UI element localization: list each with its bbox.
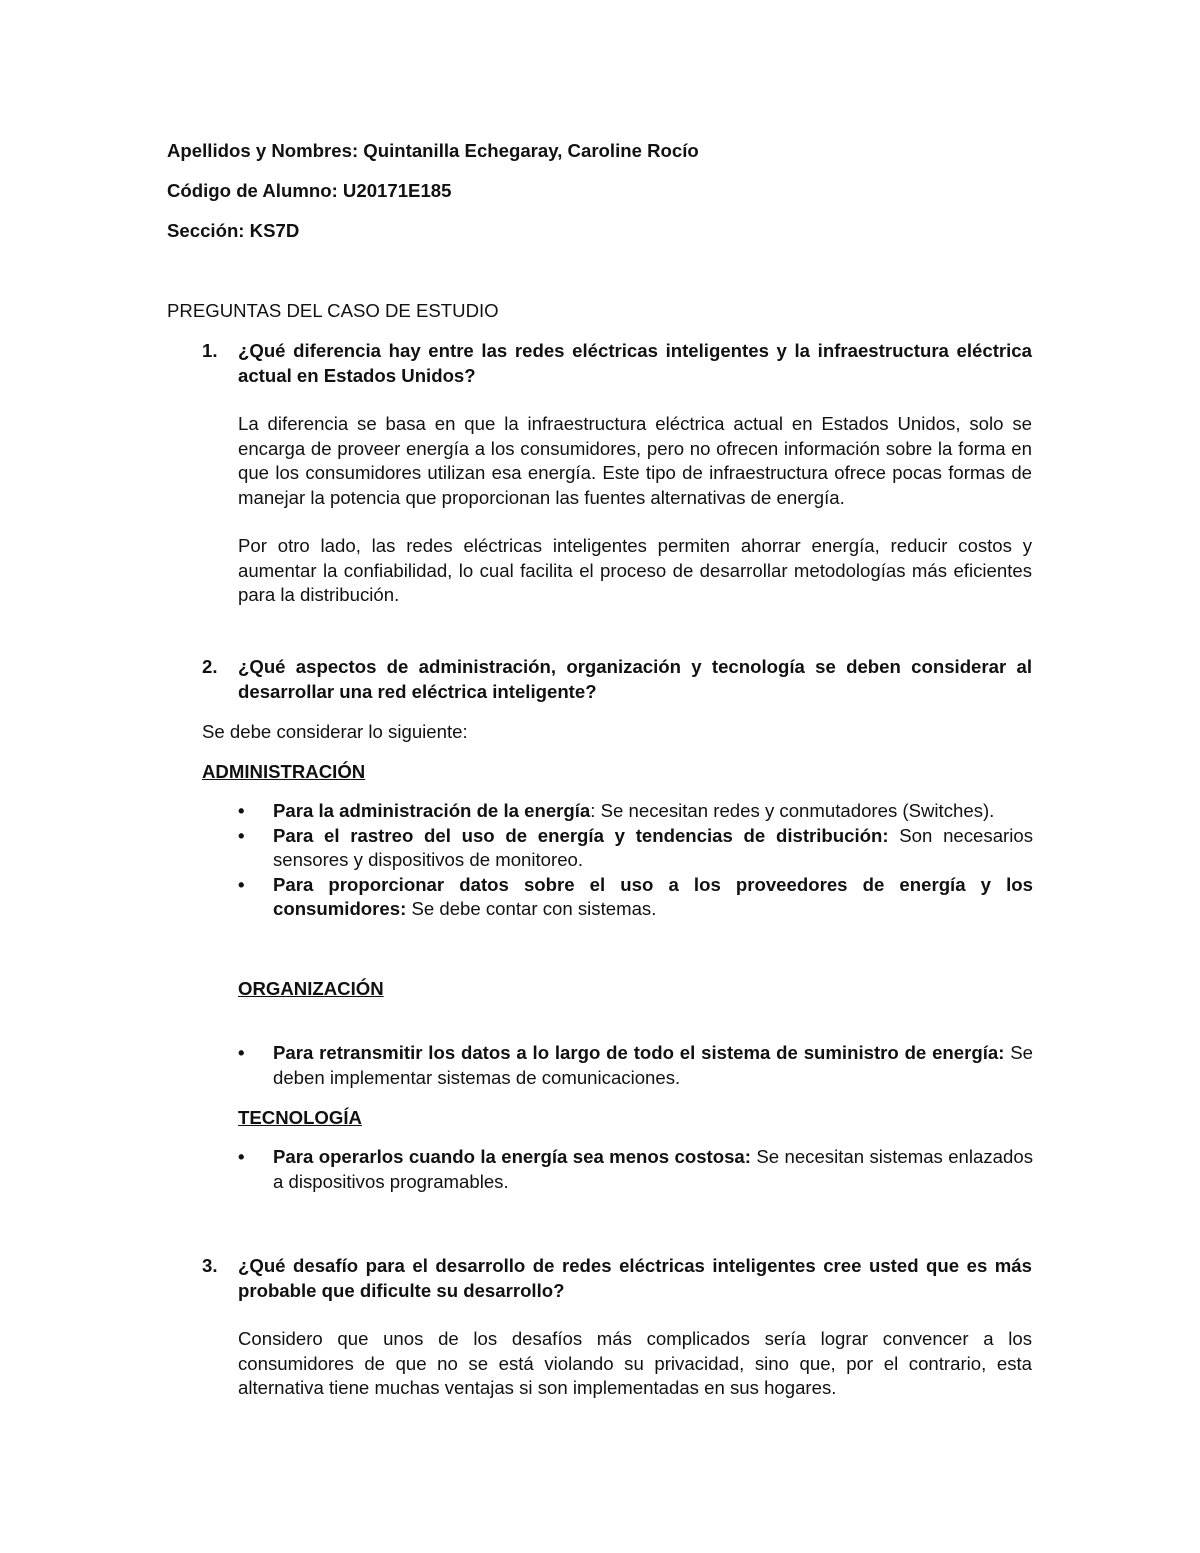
question-text: ¿Qué diferencia hay entre las redes eléctricas inteligentes y la infraestructura eléctrica actual en Estados Unidos? <box>238 340 1032 386</box>
section-heading-tecnologia: TECNOLOGÍA <box>238 1107 362 1128</box>
tecnologia-list <box>238 1145 1033 1194</box>
section-heading-administracion: ADMINISTRACIÓN <box>202 761 366 782</box>
answer-1-paragraph-1: La diferencia se basa en que la infraestructura eléctrica actual en Estados Unidos, solo se encarga de proveer energía a los consumidores, pero no ofrecen información sobre la forma en que los consumidores utilizan esa energía. Este tipo de infraestructura ofrece pocas formas de manejar la potencia que proporcionan las fuentes alternativas de energía. <box>238 413 1032 508</box>
list-item: • Para el rastreo del uso de energía y tendencias de distribución: Son necesarios sensores y dispositivos de monitoreo. <box>238 824 1033 870</box>
question-text: ¿Qué aspectos de administración, organización y tecnología se deben considerar al desarrollar una red eléctrica inteligente? <box>238 656 1032 702</box>
answer-3: Considero que unos de los desafíos más complicados sería lograr convencer a los consumidores de que no se está violando su privacidad, sino que, por el contrario, esta alternativa tiene muchas ventajas si son implementadas en sus hogares. <box>238 1328 1032 1398</box>
list-item: • Para proporcionar datos sobre el uso a los proveedores de energía y los consumidores: Se debe contar con sistemas. <box>238 873 1033 919</box>
answer-1-paragraph-2: Por otro lado, las redes eléctricas inteligentes permiten ahorrar energía, reducir costos y aumentar la confiabilidad, lo cual facilita el proceso de desarrollar metodologías más eficientes para la distribución. <box>238 535 1032 605</box>
answer-2-intro: Se debe considerar lo siguiente: <box>202 721 468 742</box>
bullet-icon: • <box>238 873 245 895</box>
list-item: • Para operarlos cuando la energía sea menos costosa: Se necesitan sistemas enlazados a dispositivos programables. <box>238 1146 1033 1192</box>
list-item: • Para retransmitir los datos a lo largo de todo el sistema de suministro de energía: Se deben implementar sistemas de comunicaciones. <box>238 1042 1033 1088</box>
organizacion-list <box>238 1041 1033 1090</box>
question-number: 1. <box>202 340 218 361</box>
question-text: ¿Qué desafío para el desarrollo de redes eléctricas inteligentes cree usted que es más probable que dificulte su desarrollo? <box>238 1255 1032 1301</box>
bullet-icon: • <box>238 800 245 821</box>
question-3 <box>202 1254 1032 1303</box>
question-number: 2. <box>202 656 218 677</box>
student-name: Apellidos y Nombres: Quintanilla Echegaray, Caroline Rocío <box>167 140 699 161</box>
administracion-list <box>238 799 1033 922</box>
list-item: • Para la administración de la energía: Se necesitan redes y conmutadores (Switches). <box>238 799 1033 824</box>
bullet-icon: • <box>238 824 245 846</box>
question-1 <box>202 339 1032 388</box>
bullet-icon: • <box>238 1146 245 1167</box>
section-heading-organizacion: ORGANIZACIÓN <box>238 978 384 999</box>
student-code: Código de Alumno: U20171E185 <box>167 180 452 201</box>
question-2 <box>202 655 1032 704</box>
page-title: PREGUNTAS DEL CASO DE ESTUDIO <box>167 300 499 321</box>
question-number: 3. <box>202 1255 218 1276</box>
student-section: Sección: KS7D <box>167 220 300 241</box>
bullet-icon: • <box>238 1042 245 1063</box>
